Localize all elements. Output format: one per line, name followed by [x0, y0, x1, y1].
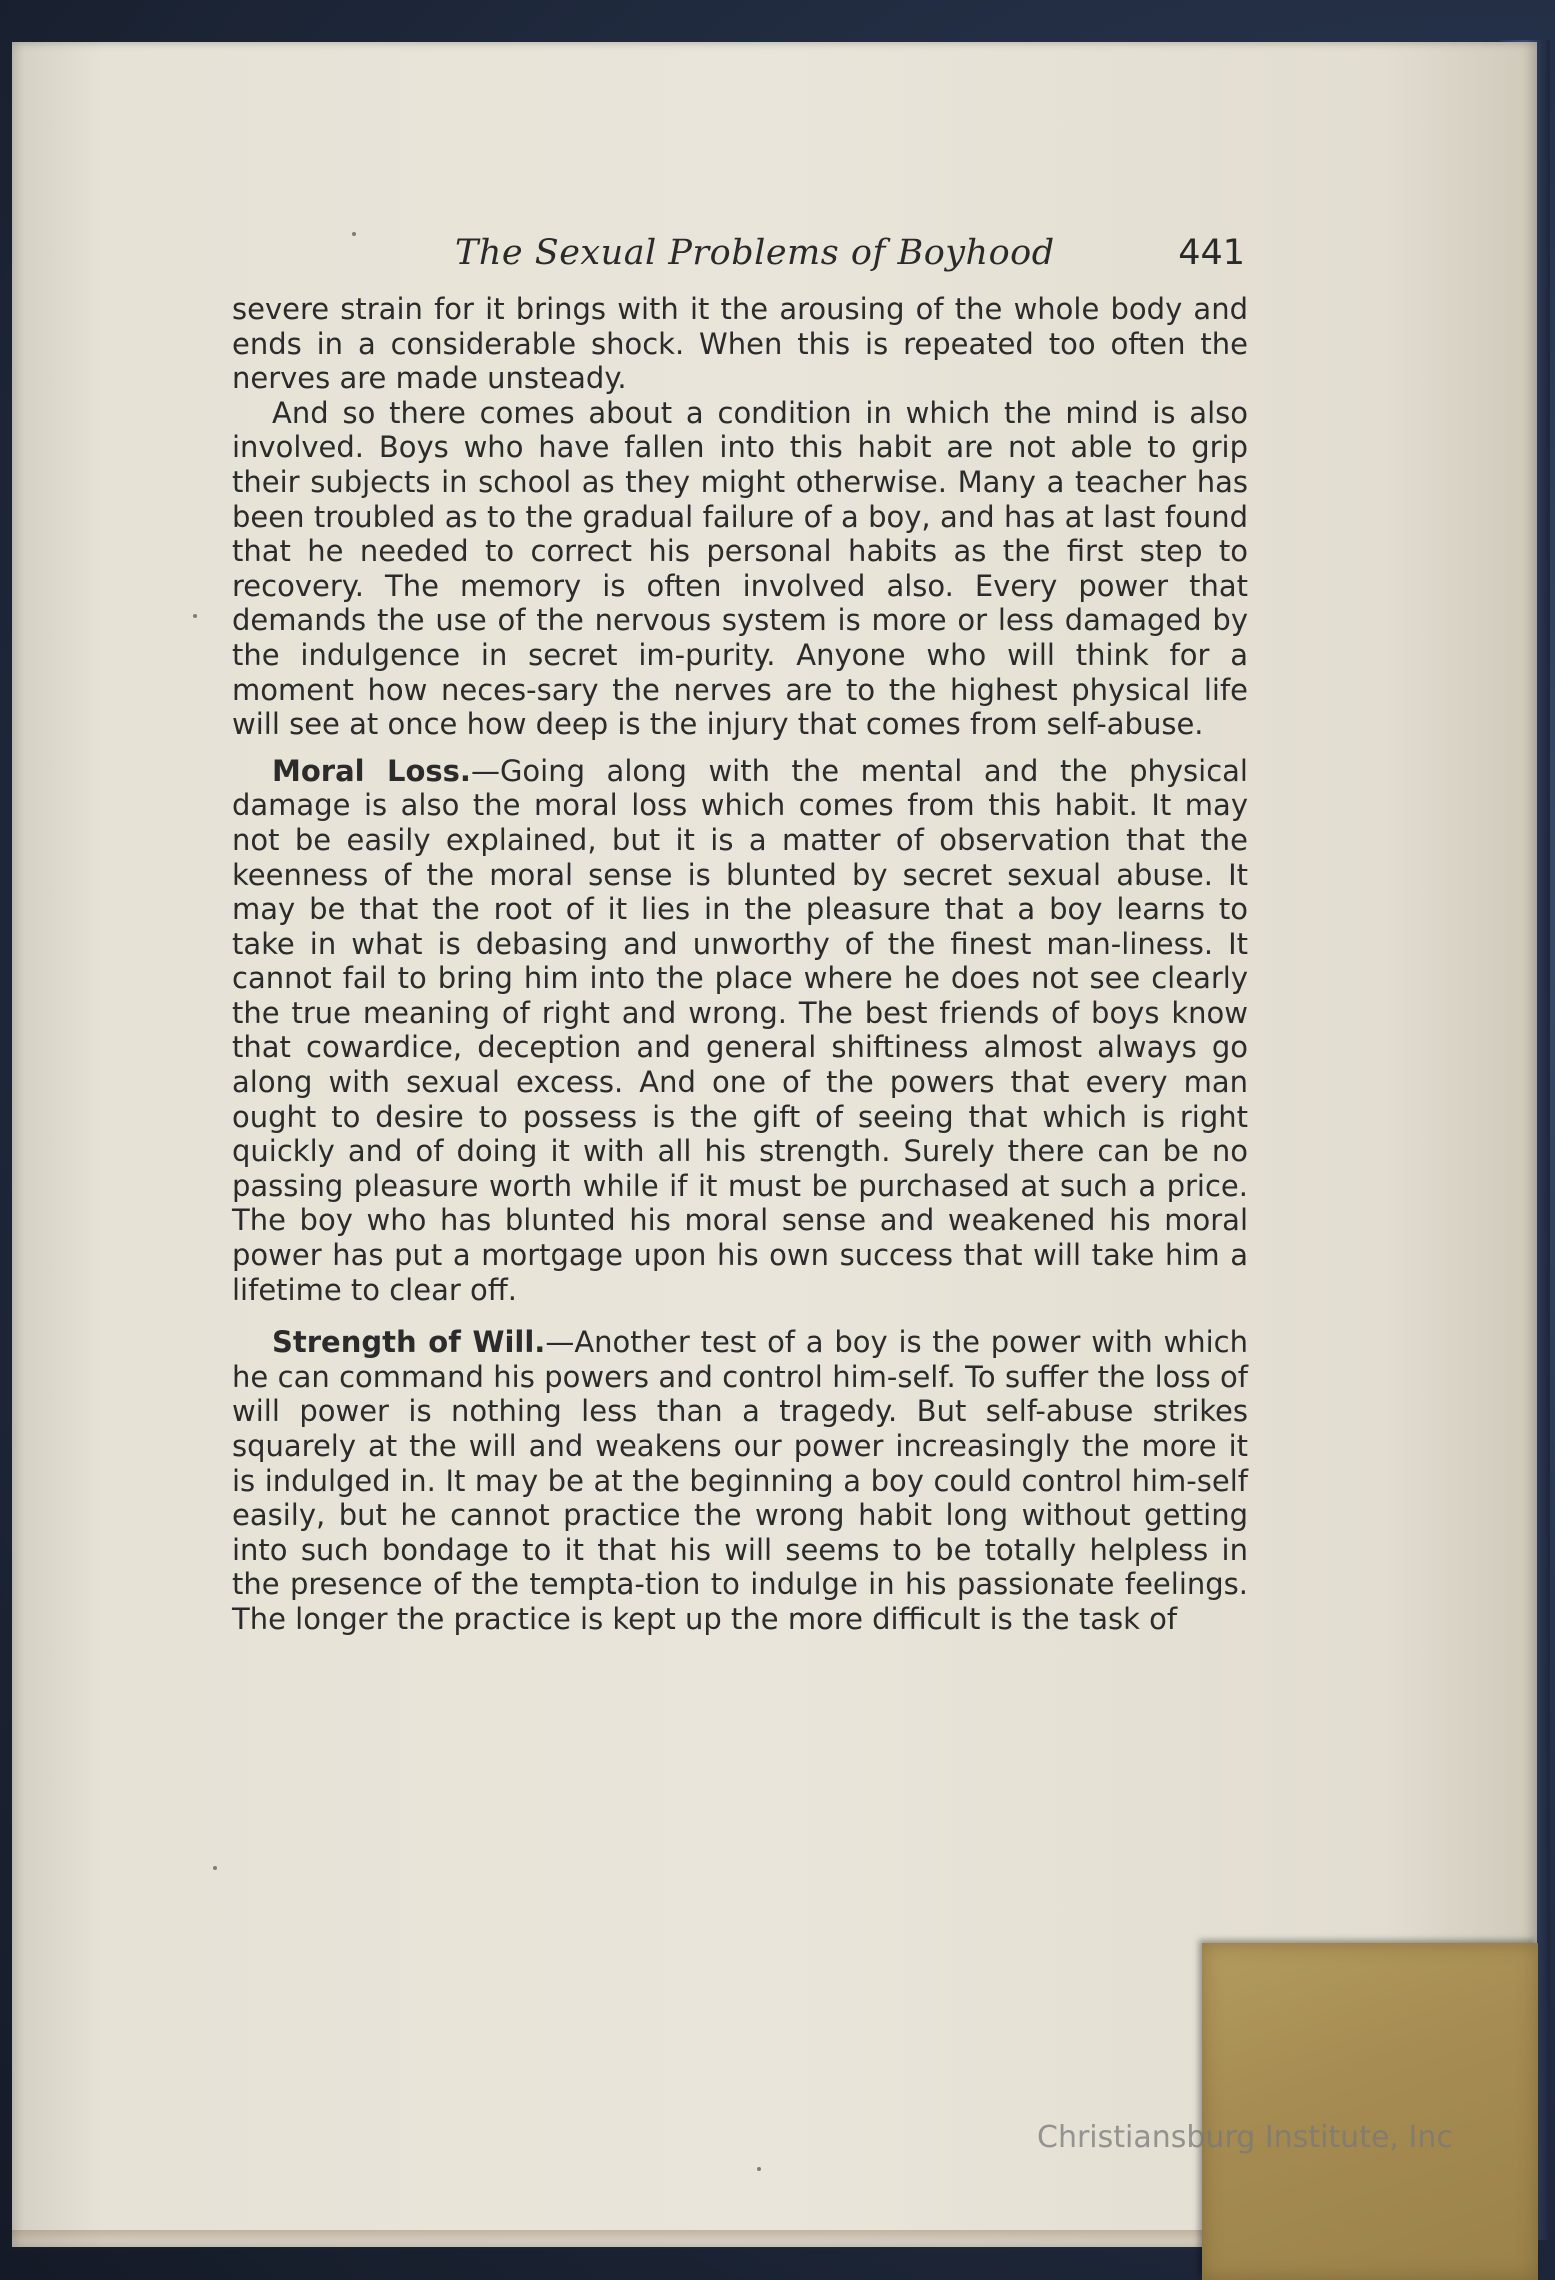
paragraph-continuation: severe strain for it brings with it the arousing of the whole body and ends in a considerable shock. When this is repeated too often the nerves are made unsteady. [232, 292, 1248, 396]
paper-tab [1202, 1943, 1538, 2280]
body-text [232, 292, 1248, 1637]
page-speck [352, 232, 356, 236]
watermark: Christiansburg Institute, Inc [1037, 2120, 1453, 2155]
strength-of-will-text: —Another test of a boy is the power with which he can command his powers and control him-self. To suffer the loss of will power is nothing less than a tragedy. But self-abuse strikes squarely at the will and weakens our power increasingly the more it is indulged in. It may be at the beginning a boy could control him-self easily, but he cannot practice the wrong habit long without getting into such bondage to it that his will seems to be totally helpless in the presence of the tempta-tion to indulge in his passionate feelings. The longer the practice is kept up the more difficult is the task of [232, 1325, 1248, 1636]
page-speck [193, 614, 197, 618]
paragraph-moral-loss [232, 754, 1248, 1308]
section-heading-moral-loss: Moral Loss. [272, 753, 471, 788]
page-header [455, 233, 1245, 283]
page-speck [757, 2167, 761, 2171]
page-number: 441 [1178, 233, 1245, 273]
moral-loss-text: —Going along with the mental and the physical damage is also the moral loss which comes from this habit. It may not be easily explained, but it is a matter of observation that the keenness of the moral sense is blunted by secret sexual abuse. It may be that the root of it lies in the pleasure that a boy learns to take in what is debasing and unworthy of the finest man-liness. It cannot fail to bring him into the place where he does not see clearly the true meaning of right and wrong. The best friends of boys know that cowardice, deception and general shiftiness almost always go along with sexual excess. And one of the powers that every man ought to desire to possess is the gift of seeing that which is right quickly and of doing it with all his strength. Surely there can be no passing pleasure worth while if it must be purchased at such a price. The boy who has blunted his moral sense and weakened his moral power has put a mortgage upon his own success that will take him a lifetime to clear off. [232, 753, 1248, 1307]
running-title: The Sexual Problems of Boyhood [455, 233, 1055, 273]
page-speck [213, 1866, 217, 1870]
paragraph-mind: And so there comes about a condition in which the mind is also involved. Boys who have fallen into this habit are not able to grip their subjects in school as they might otherwise. Many a teacher has been troubled as to the gradual failure of a boy, and has at last found that he needed to correct his personal habits as the first step to recovery. The memory is often involved also. Every power that demands the use of the nervous system is more or less damaged by the indulgence in secret im-purity. Anyone who will think for a moment how neces-sary the nerves are to the highest physical life will see at once how deep is the injury that comes from self-abuse. [232, 395, 1248, 742]
paragraph-strength-of-will [232, 1325, 1248, 1636]
section-heading-strength-of-will: Strength of Will. [272, 1325, 546, 1360]
